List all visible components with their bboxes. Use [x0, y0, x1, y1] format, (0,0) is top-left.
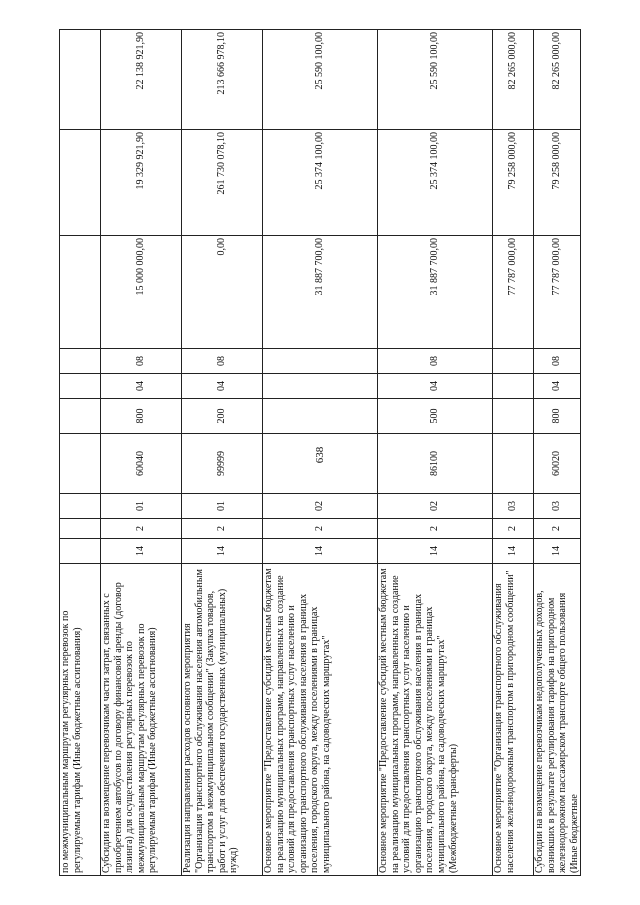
code-cell: 03 — [493, 494, 534, 519]
code-cell — [60, 399, 101, 434]
code-cell: 2 — [263, 519, 378, 539]
code-cell: 14 — [378, 539, 493, 564]
amount-cell: 79 258 000,00 — [534, 130, 581, 236]
code-cell — [493, 399, 534, 434]
code-cell: 14 — [493, 539, 534, 564]
rotated-table — [59, 30, 580, 876]
amount-cell: 79 258 000,00 — [493, 130, 534, 236]
table-row — [378, 30, 493, 876]
amount-cell: 77 787 000,00 — [493, 236, 534, 349]
code-cell: 04 — [101, 374, 182, 399]
code-cell: 2 — [493, 519, 534, 539]
code-cell: 14 — [263, 539, 378, 564]
table-row — [182, 30, 263, 876]
code-cell: 04 — [378, 374, 493, 399]
amount-cell: 25 374 100,00 — [263, 130, 378, 236]
code-cell: 01 — [182, 494, 263, 519]
row-description: Основное мероприятие "Организация транспортного обслуживания населения железнодорожным транспортом в пригородном сообщении" — [493, 564, 534, 876]
rotated-table-container — [59, 30, 580, 876]
code-cell: 02 — [263, 494, 378, 519]
amount-cell: 25 374 100,00 — [378, 130, 493, 236]
budget-table — [59, 29, 581, 876]
table-row — [493, 30, 534, 876]
amount-cell: 0,00 — [182, 236, 263, 349]
code-cell: 99999 — [182, 434, 263, 494]
code-cell: 03 — [534, 494, 581, 519]
code-cell: 200 — [182, 399, 263, 434]
code-cell — [263, 349, 378, 374]
amount-cell: 25 590 100,00 — [378, 30, 493, 130]
row-description: Основное мероприятие "Предоставление субсидий местным бюджетам на реализацию муниципальных программ, направленных на создание условий для предоставления транспортных услуг населению и организацию транспортного обслуживания населения в границах поселения, городского округа, между поселениями в границах муниципального района, на садоводческих маршрутах" — [263, 564, 378, 876]
amount-cell: 22 138 921,90 — [101, 30, 182, 130]
code-cell: 60040 — [101, 434, 182, 494]
amount-cell: 213 666 978,10 — [182, 30, 263, 130]
row-description: Субсидии на возмещение перевозчикам недополученных доходов, возникших в результате регулирования тарифов на пригородном железнодорожном пассажирском транспорте общего пользования (Иные бюджетные — [534, 564, 581, 876]
code-cell: 2 — [378, 519, 493, 539]
code-cell — [60, 349, 101, 374]
code-cell: 800 — [101, 399, 182, 434]
code-cell — [263, 374, 378, 399]
amount-cell: 261 730 078,10 — [182, 130, 263, 236]
code-cell: 500 — [378, 399, 493, 434]
code-cell: 14 — [534, 539, 581, 564]
row-description: Основное мероприятие "Предоставление субсидий местным бюджетам на реализацию муниципальных программ, направленных на создание условий для предоставления транспортных услуг населению и организацию транспортного обслуживания населения в границах поселения, городского округа, между поселениями в границах муниципального района, на садоводческих маршрутах" (Межбюджетные трансферты) — [378, 564, 493, 876]
code-cell: 08 — [534, 349, 581, 374]
code-cell: 08 — [378, 349, 493, 374]
amount-cell: 25 590 100,00 — [263, 30, 378, 130]
code-cell: 14 — [182, 539, 263, 564]
code-cell: 800 — [534, 399, 581, 434]
code-cell: 04 — [182, 374, 263, 399]
code-cell: 2 — [182, 519, 263, 539]
amount-cell: 31 887 700,00 — [378, 236, 493, 349]
amount-cell: 15 000 000,00 — [101, 236, 182, 349]
table-row — [534, 30, 581, 876]
amount-cell: 77 787 000,00 — [534, 236, 581, 349]
amount-cell: 82 265 000,00 — [493, 30, 534, 130]
table-row — [263, 30, 378, 876]
code-cell: 08 — [101, 349, 182, 374]
code-cell: 01 — [101, 494, 182, 519]
code-cell — [493, 349, 534, 374]
code-cell: 04 — [534, 374, 581, 399]
code-cell — [60, 374, 101, 399]
table-row — [101, 30, 182, 876]
code-cell — [60, 494, 101, 519]
amount-cell — [60, 30, 101, 130]
amount-cell: 82 265 000,00 — [534, 30, 581, 130]
code-cell — [263, 399, 378, 434]
code-cell — [60, 519, 101, 539]
code-cell: 2 — [534, 519, 581, 539]
code-cell — [493, 434, 534, 494]
code-cell — [263, 434, 378, 494]
code-cell — [493, 374, 534, 399]
row-description: Субсидии на возмещение перевозчикам части затрат, связанных с приобретением автобусов по договору финансовой аренды (договор лизинга) для осуществления регулярных перевозок по межмуниципальным маршрутам регулярных перевозок по регулируемым тарифам (Иные бюджетные ассигнования) — [101, 564, 182, 876]
amount-cell: 19 329 921,90 — [101, 130, 182, 236]
row-description: Реализация направления расходов основного мероприятия "Организация транспортного обслуживания населения автомобильным транспортом в межмуниципальном сообщении" (Закупка товаров, работ и услуг для обеспечения государственных (муниципальных) нужд) — [182, 564, 263, 876]
code-cell: 14 — [101, 539, 182, 564]
amount-cell: 31 887 700,00 — [263, 236, 378, 349]
code-cell: 2 — [101, 519, 182, 539]
amount-cell — [60, 130, 101, 236]
code-cell: 86100 — [378, 434, 493, 494]
page-number: 638 — [314, 446, 326, 464]
amount-cell — [60, 236, 101, 349]
table-row — [60, 30, 101, 876]
row-description: по межмуниципальным маршрутам регулярных перевозок по регулируемым тарифам (Иные бюджетные ассигнования) — [60, 564, 101, 876]
code-cell — [60, 434, 101, 494]
code-cell: 60020 — [534, 434, 581, 494]
code-cell: 08 — [182, 349, 263, 374]
code-cell — [60, 539, 101, 564]
code-cell: 02 — [378, 494, 493, 519]
